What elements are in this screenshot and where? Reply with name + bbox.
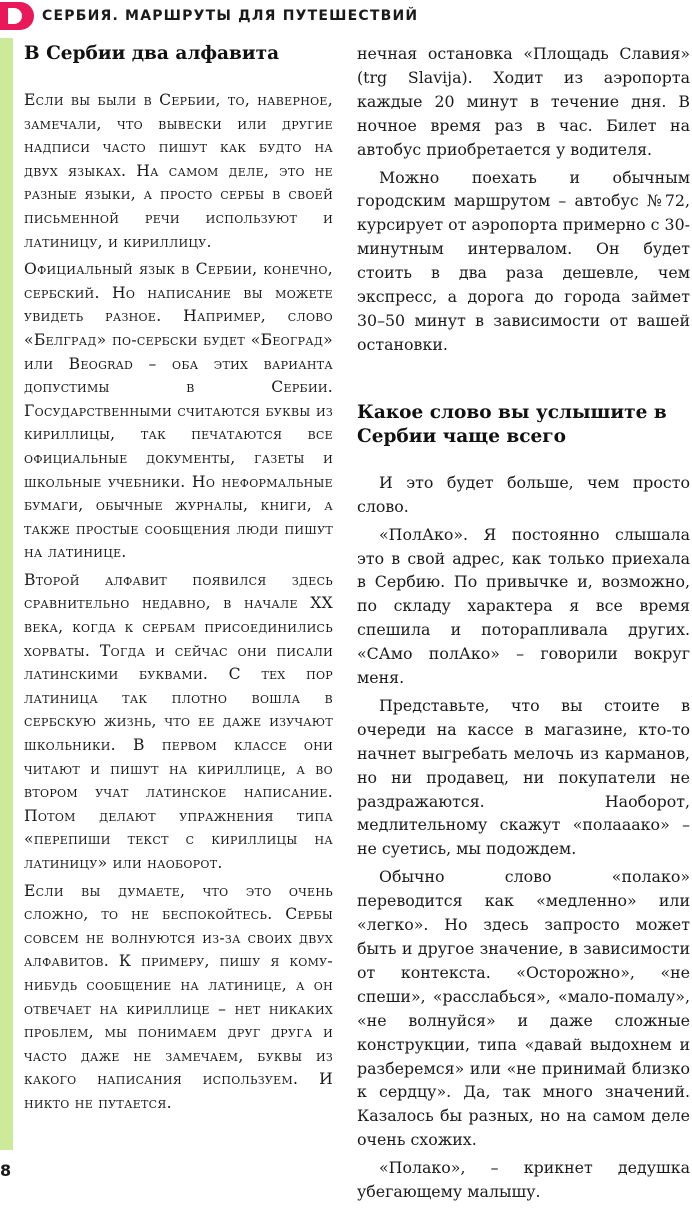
- body-paragraph: И это будет больше, чем просто слово.: [357, 472, 690, 516]
- body-paragraph: «ПолАко». Я постоянно слышала это в свой адрес, как только приехала в Сербию. По привычке и, возможно, по складу характера я все время спешила и поторапливала других. «САмо полАко» – говорили вокруг меня.: [357, 524, 690, 688]
- page-number: 8: [0, 1161, 12, 1180]
- section-heading-polako: Какое слово вы услышите в Сербии чаще всего: [357, 401, 667, 447]
- body-paragraph: Официальный язык в Сербии, конечно, сербский. Но написание вы можете увидеть разное. Например, слово «Белград» по-сербски будет «Београд» или Beograd – оба этих варианта допустимы в Сербии. Государственными считаются буквы из кириллицы, так печатаются все официальные документы, газеты и школьные учебники. Но неформальные бумаги, обычные журналы, книги, а также простые сообщения люди пишут на латинице.: [24, 260, 333, 562]
- left-column: [24, 42, 333, 1120]
- body-paragraph: Представьте, что вы стоите в очереди на кассе в магазине, кто-то начнет выгребать мелочь из карманов, но ни продавец, ни покупатели не раздражаются. Наоборот, медлительному скажут «полааако» – не суетись, мы подождем.: [357, 695, 690, 859]
- running-header-title: СЕРБИЯ. МАРШРУТЫ ДЛЯ ПУТЕШЕСТВИЙ: [42, 8, 419, 24]
- body-paragraph: Обычно слово «полако» переводится как «медленно» или «легко». Но здесь запросто может быть и другое значение, в зависимости от контекста. «Осторожно», «не спеши», «расслабься», «мало-помалу», «не волнуйся» и даже сложные конструкции, типа «давай выдохнем и разберемся» или «не принимай близко к сердцу». Да, так много значений. Казалось бы разных, но на самом деле очень схожих.: [357, 867, 690, 1150]
- sidebar-accent-bar: [0, 38, 13, 1150]
- running-header: [0, 0, 692, 32]
- body-paragraph: Второй алфавит появился здесь сравнительно недавно, в начале XX века, когда к сербам присоединились хорваты. Тогда и сейчас они писали латинскими буквами. С тех пор латиница так плотно вошла в сербскую жизнь, что ее даже изучают школьники. В первом классе они читают и пишут на кириллице, а во втором учат латинское написание. Потом делают упражнения типа «перепиши текст с кириллицы на латиницу» или наоборот.: [24, 570, 333, 872]
- body-paragraph: «Полако», – крикнет дедушка убегающему малышу.: [357, 1158, 690, 1202]
- body-paragraph: нечная остановка «Площадь Славия» (trg Slavija). Ходит из аэропорта каждые 20 минут в течение дня. В ночное время раз в час. Билет на автобус приобретается у водителя.: [357, 44, 690, 159]
- section-heading-alphabets: В Сербии два алфавита: [24, 43, 280, 64]
- body-paragraph: Если вы думаете, что это очень сложно, то не беспокойтесь. Сербы совсем не волнуются из-за своих двух алфавитов. К примеру, пишу я кому-нибудь сообщение на латинице, а он отвечает на кириллице – нет никаких проблем, мы понимаем друг друга и часто даже не замечаем, буквы из какого написания используем. И никто не путается.: [24, 881, 333, 1112]
- section-marker-icon: [0, 2, 34, 30]
- right-column: [357, 42, 690, 1208]
- body-paragraph: Если вы были в Сербии, то, наверное, замечали, что вывески или другие надписи часто пишут как будто на двух языках. На самом деле, это не разные языки, а просто сербы в своей письменной речи используют и латиницу, и кириллицу.: [24, 91, 333, 251]
- body-paragraph: Можно поехать и обычным городским маршрутом – автобус №72, курсирует от аэропорта примерно с 30-минутным интервалом. Он будет стоить в два раза дешевле, чем экспресс, а дорога до города займет 30–50 минут в зависимости от вашей остановки.: [357, 167, 690, 354]
